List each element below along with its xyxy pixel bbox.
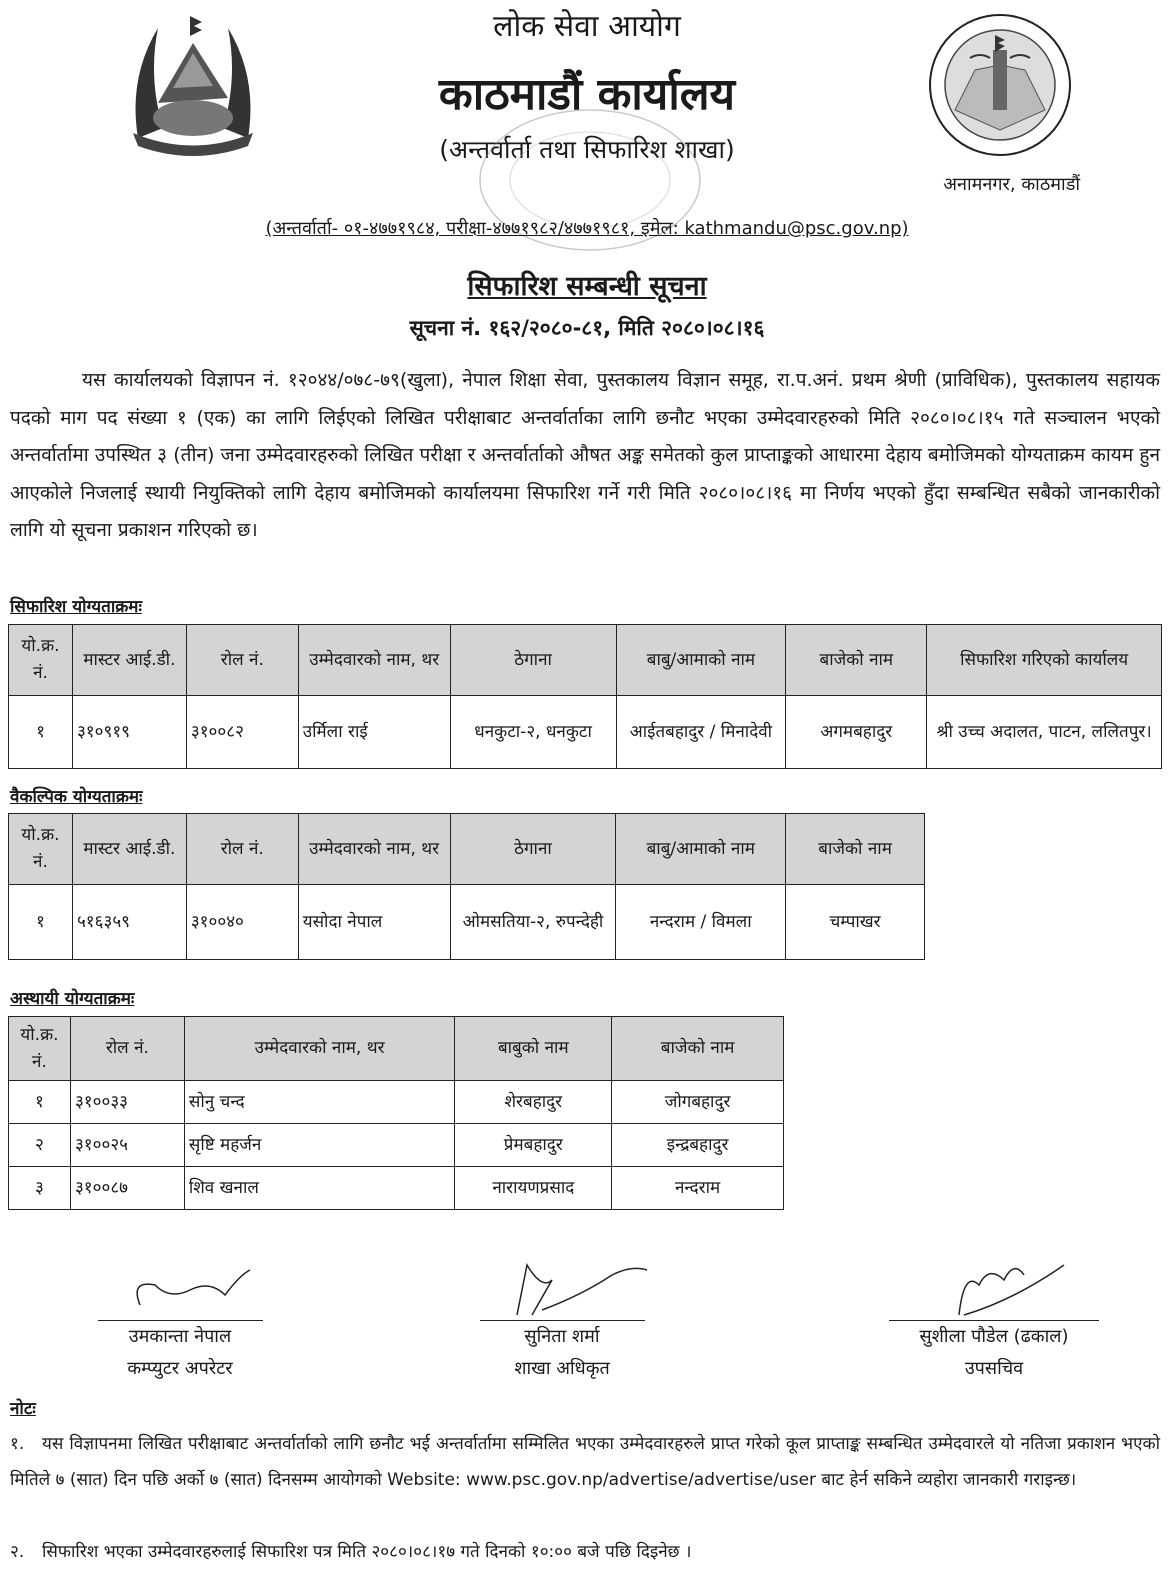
col-header: ठेगाना [450,625,616,696]
cell-grandfather-name: जोगबहादुर [612,1081,784,1124]
signature-icon [50,1260,310,1320]
col-header: उम्मेदवारको नाम, थर [184,1017,455,1081]
col-header: रोल नं. [186,625,298,696]
cell-grandfather-name: इन्द्रबहादुर [612,1124,784,1167]
office-name: काठमाडौं कार्यालय [438,69,736,120]
cell-grandfather-name: अगमबहादुर [786,696,927,769]
notice-title-text: सिफारिश सम्बन्धी सूचना [467,271,707,302]
cell-parent-name: आईतबहादुर / मिनादेवी [616,696,786,769]
cell-father-name: नारायणप्रसाद [455,1167,612,1210]
col-header: सिफारिश गरिएको कार्यालय [927,625,1162,696]
cell-rank: १ [9,885,73,960]
col-header: बाजेको नाम [612,1017,784,1081]
branch-name: (अन्तर्वार्ता तथा सिफारिश शाखा) [439,135,735,164]
table-row [9,696,1162,769]
note-item [10,1534,1160,1570]
col-header: यो.क्र. नं. [9,1017,71,1081]
alternate-label: वैकल्पिक योग्यताक्रमः [10,787,143,807]
col-header: उम्मेदवारको नाम, थर [298,814,450,885]
signatory-name: सुनिता शर्मा [524,1326,600,1347]
col-header: बाजेको नाम [786,814,925,885]
cell-grandfather-name: चम्पाखर [786,885,925,960]
note-number: १. [10,1434,25,1454]
table-header-row [9,1017,784,1081]
cell-father-name: शेरबहादुर [455,1081,612,1124]
notice-title [0,266,1174,303]
cell-rank: २ [9,1124,71,1167]
cell-rank: १ [9,1081,71,1124]
cell-master-id: ३१०९१९ [72,696,186,769]
table-header-row [9,814,925,885]
col-header: रोल नं. [186,814,298,885]
note-item [10,1426,1160,1498]
cell-candidate-name: उर्मिला राई [298,696,450,769]
cell-candidate-name: शिव खनाल [184,1167,455,1210]
office-address: अनामनगर, काठमाडौं [943,174,1080,195]
col-header: बाबु/आमाको नाम [616,814,786,885]
contact-line [0,216,1174,240]
col-header: उम्मेदवारको नाम, थर [298,625,450,696]
table-row [9,1081,784,1124]
signature-icon [864,1260,1124,1320]
cell-roll-no: ३१००३३ [70,1081,184,1124]
col-header: बाजेको नाम [786,625,927,696]
contact-text: (अन्तर्वार्ता- ०१-४७७१९८४, परीक्षा-४७७१९८२/४७७१९८१, इमेल: kathmandu@psc.gov.np) [265,218,909,239]
alternate-table [8,813,925,960]
col-header: यो.क्र. नं. [9,625,73,696]
signatory-name: सुशीला पौडेल (ढकाल) [919,1326,1069,1347]
cell-roll-no: ३१००४० [186,885,298,960]
cell-rank: १ [9,696,73,769]
table-header-row [9,625,1162,696]
notes-label: नोटः [10,1399,36,1419]
temporary-table [8,1016,784,1210]
recommended-label: सिफारिश योग्यताक्रमः [10,597,142,617]
signatory-title: कम्प्युटर अपरेटर [127,1358,233,1379]
note-text: सिफारिश भएका उम्मेदवारहरुलाई सिफारिश पत्र मिति २०८०।०८।१७ गते दिनको १०:०० बजे पछि दिइनेछ । [42,1542,692,1562]
signatory-block [432,1260,692,1385]
org-name: लोक सेवा आयोग [493,9,681,44]
col-header: मास्टर आई.डी. [72,814,186,885]
col-header: बाबु/आमाको नाम [616,625,786,696]
col-header: बाबुको नाम [455,1017,612,1081]
cell-rank: ३ [9,1167,71,1210]
cell-roll-no: ३१००२५ [70,1124,184,1167]
cell-master-id: ५१६३५९ [72,885,186,960]
note-text: यस विज्ञापनमा लिखित परीक्षाबाट अन्तर्वार्ताको लागि छनौट भई अन्तर्वार्तामा सम्मिलित भएका उम्मेदवारहरुले प्राप्त गरेको कूल प्राप्ताङ्क सम्बन्धित उम्मेदवारले यो नतिजा प्रकाशन भएको मितिले ७ (सात) दिन पछि अर्को ७ (सात) दिनसम्म आयोगको Website: www.psc.gov.np/advertise/advertise/user बाट हेर्न सकिने व्यहोरा जानकारी गराइन्छ। [10,1434,1160,1490]
signatory-block [864,1260,1124,1385]
note-number: २. [10,1542,25,1562]
signatory-name: उमकान्ता नेपाल [128,1326,232,1347]
psc-logo-icon [925,10,1075,160]
cell-address: धनकुटा-२, धनकुटा [450,696,616,769]
table-row [9,885,925,960]
col-header: रोल नं. [70,1017,184,1081]
col-header: मास्टर आई.डी. [72,625,186,696]
cell-candidate-name: सृष्टि महर्जन [184,1124,455,1167]
temporary-label: अस्थायी योग्यताक्रमः [10,989,135,1009]
cell-roll-no: ३१००८७ [70,1167,184,1210]
notice-body: यस कार्यालयको विज्ञापन नं. १२०४४/०७८-७९(खुला), नेपाल शिक्षा सेवा, पुस्तकालय विज्ञान समूह, रा.प.अनं. प्रथम श्रेणी (प्राविधिक), पुस्तकालय सहायक पदको माग पद संख्या १ (एक) का लागि लिईएको लिखित परीक्षाबाट अन्तर्वार्ताका लागि छनौट भएका उम्मेदवारहरुको मिति २०८०।०८।१५ गते सञ्चालन भएको अन्तर्वार्तामा उपस्थित ३ (तीन) जना उम्मेदवारहरुको लिखित परीक्षा र अन्तर्वार्ताको औषत अङ्क समेतको कुल प्राप्ताङ्कको आधारमा देहाय बमोजिमको योग्यताक्रम कायम हुन आएकोले निजलाई स्थायी नियुक्तिको लागि देहाय बमोजिमको कार्यालयमा सिफारिश गर्ने गरी मिति २०८०।०८।१६ मा निर्णय भएको हुँदा सम्बन्धित सबैको जानकारीको लागि यो सूचना प्रकाशन गरिएको छ। [10,369,1160,541]
signatory-title: उपसचिव [964,1358,1024,1379]
cell-father-name: प्रेमबहादुर [455,1124,612,1167]
recommended-table [8,624,1162,769]
signatory-title: शाखा अधिकृत [514,1358,610,1379]
cell-grandfather-name: नन्दराम [612,1167,784,1210]
table-row [9,1167,784,1210]
cell-roll-no: ३१००८२ [186,696,298,769]
cell-candidate-name: यसोदा नेपाल [298,885,450,960]
notice-reference: सूचना नं. १६२/२०८०-८१, मिति २०८०।०८।१६ [409,316,765,340]
table-row [9,1124,784,1167]
col-header: यो.क्र. नं. [9,814,73,885]
cell-parent-name: नन्दराम / विमला [616,885,786,960]
signatory-block [50,1260,310,1385]
cell-recommended-office: श्री उच्च अदालत, पाटन, ललितपुर। [927,696,1162,769]
col-header: ठेगाना [450,814,616,885]
signature-icon [432,1260,692,1320]
cell-address: ओमसतिया-२, रुपन्देही [450,885,616,960]
cell-candidate-name: सोनु चन्द [184,1081,455,1124]
